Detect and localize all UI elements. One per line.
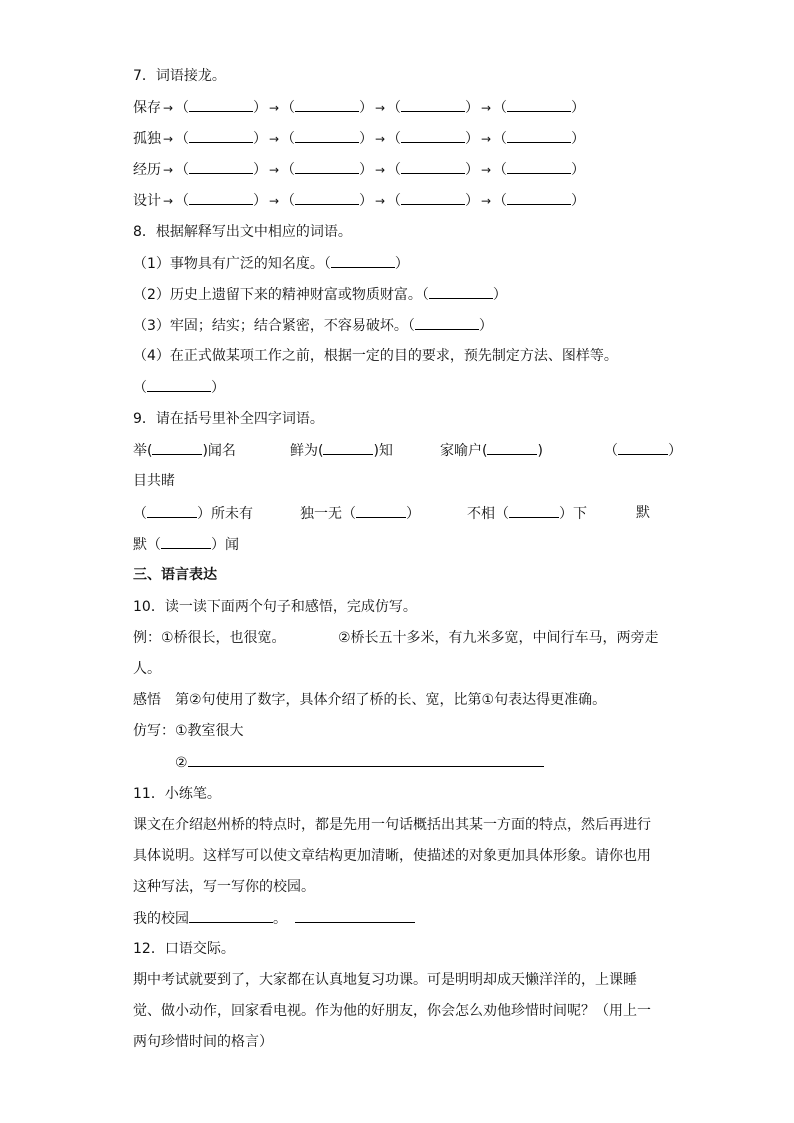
answer-blank[interactable] [189, 159, 253, 174]
q8-title: 8．根据解释写出文中相应的词语。 [133, 224, 352, 240]
arrow-icon: → [374, 194, 386, 208]
q7-word: 孤独 [133, 131, 161, 147]
answer-line[interactable] [189, 908, 273, 923]
answer-blank[interactable] [401, 97, 465, 112]
q9-idiom-4-cont: 目共睹 [133, 473, 175, 489]
arrow-icon: → [480, 163, 492, 177]
q9-idiom-8-start: 默 [636, 505, 650, 521]
answer-blank[interactable] [401, 128, 465, 143]
q7-row-1: 保存 → （ ） → （ ） → （ ） → （ ） [133, 97, 585, 118]
q9-idiom-3: 家喻户( ) [440, 440, 543, 461]
arrow-icon: → [480, 194, 492, 208]
q12-prompt: 期中考试就要到了，大家都在认真地复习功课。可是明明却成天懒洋洋的，上课睡觉、做小动作，回家看电视。作为他的好朋友，你会怎么劝他珍惜时间呢？（用上一两句珍惜时间的格言） [133, 972, 651, 1050]
q8-item-4: （4）在正式做某项工作之前，根据一定的目的要求，预先制定方法、图样等。 [133, 348, 618, 364]
q9-idiom-4: （ ） [604, 440, 682, 461]
answer-blank[interactable] [295, 159, 359, 174]
arrow-icon: → [162, 163, 174, 177]
q11-prompt: 课文在介绍赵州桥的特点时，都是先用一句话概括出其某一方面的特点，然后再进行具体说明。这样写可以使文章结构更加清晰，使描述的对象更加具体形象。请你也用这种写法，写一写你的校园。 [133, 817, 651, 895]
answer-blank[interactable] [323, 440, 373, 455]
q7-row-4: 设计 → （ ） → （ ） → （ ） → （ ） [133, 190, 585, 211]
answer-blank[interactable] [295, 128, 359, 143]
arrow-icon: → [480, 132, 492, 146]
answer-blank[interactable] [507, 190, 571, 205]
q10-imitate-1: 仿写：①教室很大 [133, 723, 244, 739]
answer-blank[interactable] [189, 190, 253, 205]
answer-blank[interactable] [161, 534, 211, 549]
answer-line[interactable] [295, 908, 415, 923]
arrow-icon: → [268, 101, 280, 115]
arrow-icon: → [162, 101, 174, 115]
answer-blank[interactable] [507, 159, 571, 174]
q7-word: 经历 [133, 162, 161, 178]
answer-blank[interactable] [507, 128, 571, 143]
section-heading: 三、语言表达 [133, 567, 217, 583]
q9-idiom-5: （ ）所未有 [133, 503, 253, 524]
q10-example-1: 例：①桥很长，也很宽。 [133, 630, 286, 646]
q10-example-2: ②桥长五十多米，有九米多宽，中间行车马，两旁走 [338, 630, 659, 646]
answer-line[interactable] [188, 752, 544, 767]
arrow-icon: → [268, 194, 280, 208]
answer-blank[interactable] [331, 253, 395, 268]
q10-example-2-cont: 人。 [133, 661, 161, 677]
answer-blank[interactable] [147, 503, 197, 518]
arrow-icon: → [162, 132, 174, 146]
q7-word: 保存 [133, 100, 161, 116]
q10-insight: 感悟 第②句使用了数字，具体介绍了桥的长、宽，比第①句表达得更准确。 [133, 692, 607, 708]
arrow-icon: → [162, 194, 174, 208]
q8-item-3: （3）牢固；结实；结合紧密，不容易破坏。（ ） [133, 315, 493, 336]
q10-imitate-2: ② [175, 752, 544, 773]
answer-blank[interactable] [429, 284, 493, 299]
q9-idiom-1: 举( )闻名 [133, 440, 236, 461]
q7-row-3: 经历 → （ ） → （ ） → （ ） → （ ） [133, 159, 585, 180]
q9-title: 9．请在括号里补全四字词语。 [133, 411, 324, 427]
q8-item-4-answer: （ ） [133, 377, 225, 398]
answer-blank[interactable] [415, 315, 479, 330]
answer-blank[interactable] [509, 503, 559, 518]
answer-blank[interactable] [152, 440, 202, 455]
q8-item-1: （1）事物具有广泛的知名度。（ ） [133, 253, 409, 274]
answer-blank[interactable] [401, 159, 465, 174]
q11-answer-line: 我的校园 。 [133, 908, 415, 929]
arrow-icon: → [268, 163, 280, 177]
q9-idiom-6: 独一无（ ） [300, 503, 420, 524]
answer-blank[interactable] [507, 97, 571, 112]
q10-title: 10．读一读下面两个句子和感悟，完成仿写。 [133, 599, 417, 615]
q7-word: 设计 [133, 193, 161, 209]
arrow-icon: → [480, 101, 492, 115]
q9-idiom-2: 鲜为( )知 [290, 440, 393, 461]
answer-blank[interactable] [401, 190, 465, 205]
answer-blank[interactable] [189, 128, 253, 143]
q11-title: 11．小练笔。 [133, 786, 221, 802]
answer-blank[interactable] [295, 190, 359, 205]
q7-row-2: 孤独 → （ ） → （ ） → （ ） → （ ） [133, 128, 585, 149]
answer-blank[interactable] [295, 97, 359, 112]
q9-idiom-7: 不相（ ）下 [467, 503, 587, 524]
q7-title: 7．词语接龙。 [133, 68, 226, 84]
answer-blank[interactable] [618, 440, 668, 455]
q12-title: 12．口语交际。 [133, 941, 235, 957]
arrow-icon: → [268, 132, 280, 146]
answer-blank[interactable] [147, 377, 211, 392]
arrow-icon: → [374, 163, 386, 177]
q9-idiom-8: 默（ ）闻 [133, 534, 239, 555]
q8-item-2: （2）历史上遗留下来的精神财富或物质财富。（ ） [133, 284, 507, 305]
arrow-icon: → [374, 132, 386, 146]
answer-blank[interactable] [189, 97, 253, 112]
arrow-icon: → [374, 101, 386, 115]
answer-blank[interactable] [356, 503, 406, 518]
answer-blank[interactable] [487, 440, 537, 455]
